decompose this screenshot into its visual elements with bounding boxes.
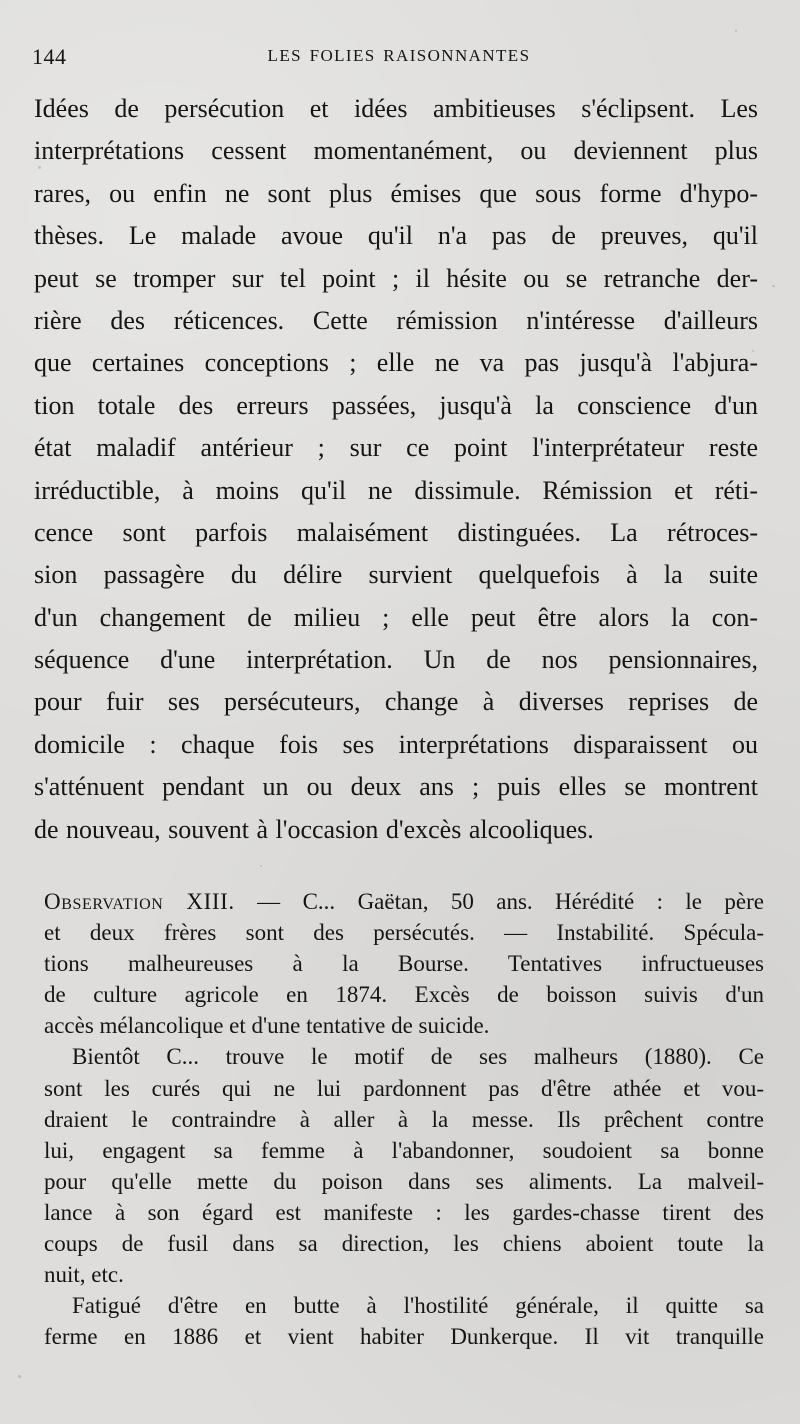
observation-heading: Observation XIII.: [44, 889, 235, 914]
text-line: pour fuir ses persécuteurs, change à diverses reprises de: [34, 687, 758, 717]
text-line: s'atténuent pendant un ou deux ans ; puis elles se montrent: [34, 772, 758, 802]
observation-heading-rest: — C... Gaëtan, 50 ans. Hérédité : le père: [234, 889, 764, 914]
observation-line: Bientôt C... trouve le motif de ses malheurs (1880). Ce: [72, 1044, 764, 1070]
observation-line: lui, engagent sa femme à l'abandonner, soudoient sa bonne: [44, 1137, 764, 1163]
observation-block: [44, 886, 764, 1352]
paper-speck: [735, 30, 737, 32]
text-line: thèses. Le malade avoue qu'il n'a pas de preuves, qu'il: [34, 221, 758, 251]
running-title: LES FOLIES RAISONNANTES: [267, 46, 531, 65]
observation-line: draient le contraindre à aller à la messe. Ils prêchent contre: [44, 1106, 764, 1132]
observation-line: tions malheureuses à la Bourse. Tentatives infructueuses: [44, 951, 764, 977]
text-line: peut se tromper sur tel point ; il hésite ou se retranche der-: [34, 263, 758, 293]
text-line: Idées de persécution et idées ambitieuses s'éclipsent. Les: [34, 94, 758, 123]
text-line: domicile : chaque fois ses interprétations disparaissent ou: [34, 729, 758, 759]
paper-speck: [752, 350, 754, 352]
observation-line: accès mélancolique et d'une tentative de suicide.: [44, 1013, 490, 1039]
observation-first-line: [44, 886, 764, 917]
observation-line: de culture agricole en 1874. Excès de boisson suivis d'un: [44, 982, 764, 1008]
text-line: tion totale des erreurs passées, jusqu'à la conscience d'un: [34, 390, 758, 420]
text-line: cence sont parfois malaisément distinguées. La rétroces-: [34, 517, 758, 547]
text-line: interprétations cessent momentanément, ou deviennent plus: [34, 136, 758, 166]
observation-line: ferme en 1886 et vient habiter Dunkerque. Il vit tranquille: [44, 1324, 764, 1350]
text-line: sion passagère du délire survient quelquefois à la suite: [34, 560, 758, 590]
main-paragraph: [34, 88, 758, 851]
observation-line: pour qu'elle mette du poison dans ses aliments. La malveil-: [44, 1168, 764, 1194]
paper-speck: [38, 166, 41, 169]
observation-line: nuit, etc.: [44, 1262, 124, 1288]
text-line: rares, ou enfin ne sont plus émises que sous forme d'hypo-: [34, 178, 758, 208]
text-line: que certaines conceptions ; elle ne va pas jusqu'à l'abjura-: [34, 348, 758, 378]
text-line: irréductible, à moins qu'il ne dissimule. Rémission et réti-: [34, 475, 758, 505]
observation-line: lance à son égard est manifeste : les gardes-chasse tirent des: [44, 1199, 764, 1225]
observation-line: Fatigué d'être en butte à l'hostilité générale, il quitte sa: [72, 1293, 764, 1319]
running-header: [32, 44, 766, 72]
observation-line: et deux frères sont des persécutés. — Instabilité. Spécula-: [44, 920, 764, 946]
text-line: rière des réticences. Cette rémission n'intéresse d'ailleurs: [34, 305, 758, 335]
page-number: 144: [32, 44, 67, 69]
text-line: état maladif antérieur ; sur ce point l'interprétateur reste: [34, 433, 758, 463]
paper-speck: [260, 865, 262, 867]
text-line: séquence d'une interprétation. Un de nos pensionnaires,: [34, 645, 758, 675]
observation-line: sont les curés qui ne lui pardonnent pas d'être athée et vou-: [44, 1075, 764, 1101]
text-line: d'un changement de milieu ; elle peut être alors la con-: [34, 602, 758, 632]
paper-speck: [18, 1375, 21, 1378]
text-line: de nouveau, souvent à l'occasion d'excès alcooliques.: [34, 814, 594, 844]
paper-speck: [772, 285, 775, 287]
observation-line: coups de fusil dans sa direction, les chiens aboient toute la: [44, 1231, 764, 1257]
